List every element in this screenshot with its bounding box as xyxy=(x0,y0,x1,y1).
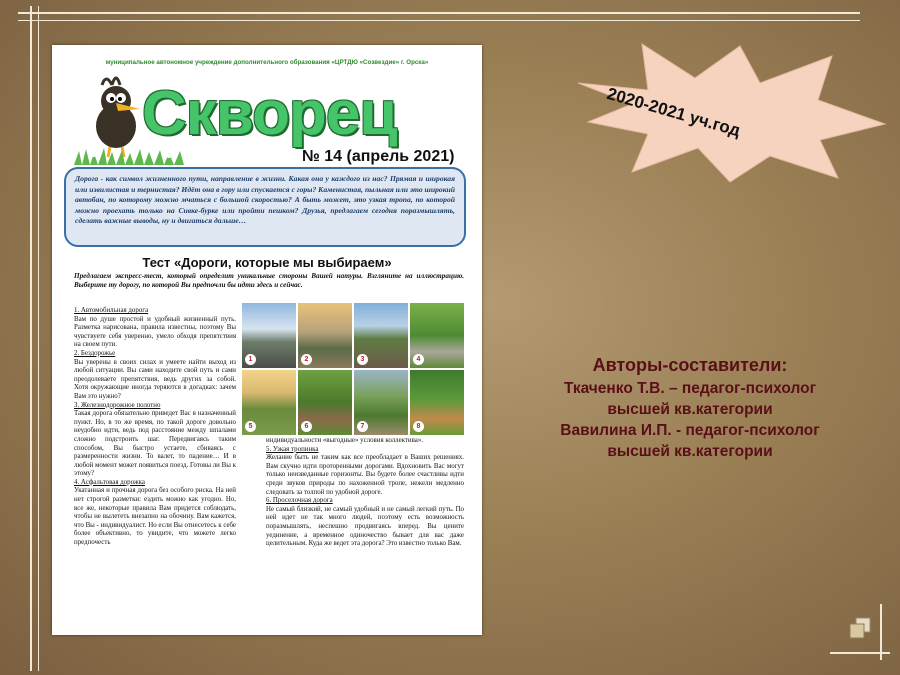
author-line: Ткаченко Т.В. – педагог-психолог xyxy=(563,380,817,397)
road-photo: 5 xyxy=(242,370,296,435)
road-photo: 3 xyxy=(354,303,408,368)
road-photo: 1 xyxy=(242,303,296,368)
author-line: высшей кв.категории xyxy=(607,443,773,460)
section-2: 2. Бездорожье Вы уверены в своих силах и умеете найти выход из любой ситуации. Вы сами находите свой путь и сами преодолеваете препятствия, ведь других за собой. Хотя окружающие иногда теряются в догадках: зачем Вам это нужно? xyxy=(74,349,236,400)
issue-number: № 14 (апрель 2021) xyxy=(302,148,455,165)
slide-nav-icon[interactable] xyxy=(848,617,872,639)
test-title: Тест «Дороги, которые мы выбираем» xyxy=(142,255,392,270)
org-line: муниципальное автономное учреждение дополнительного образования «ЦРТДЮ «Созвездие» г. Орска» xyxy=(105,59,429,66)
road-photo: 4 xyxy=(410,303,464,368)
authors-title: Авторы-составители: xyxy=(592,355,788,375)
author-line: высшей кв.категории xyxy=(607,401,773,418)
grass-decoration xyxy=(74,145,184,165)
road-photo: 7 xyxy=(354,370,408,435)
road-photo: 2 xyxy=(298,303,352,368)
test-intro: Предлагаем экспресс-тест, который определит уникальные стороны Вашей натуры. Взгляните на иллюстрацию. Выберите ту дорогу, по которой Вы предпочли бы идти здесь и сейчас. xyxy=(74,272,464,289)
author-line: Вавилина И.П. - педагог-психолог xyxy=(560,422,820,439)
frame-line-left-2 xyxy=(38,6,39,671)
section-5: 5. Узкая тропинка Желание быть не таким как все преобладает в Ваших решениях. Вам скучно идти проторенными дорогами. Вдохновить Вас могут только неизведанные горизонты. Вы будете более счастливы идти среди звуков природы по нахоженной тропе, нежели медленно следовать за толпой по удобной дороге. xyxy=(266,445,464,496)
right-column-top: индивидуальности «выгодные» условия коллектива». xyxy=(266,437,423,444)
frame-line-left xyxy=(30,6,32,671)
section-3: 3. Железнодорожное полотно Такая дорога обязательно приведет Вас в назначенный пункт. Но, в то же время, по такой дороге довольно неудобно идти, ведь под расстояние между шпалами сложно подстроить шаг. Передвигаясь таким способом, Вы быстро устаете, сбиваясь с размеренности жизни. То валет, то падение… И в любой момент может появиться поезд. Готовы ли Вы к этому? xyxy=(74,401,236,478)
frame-line-bottom xyxy=(830,652,890,654)
right-column xyxy=(266,437,464,549)
road-photo-grid xyxy=(242,303,464,435)
section-1: 1. Автомобильная дорога Вам по душе простой и удобный жизненный путь. Разметка нарисована, правила известны, поэтому Вы чувствуете себя уверенно, умело обходя препятствия на своем пути. xyxy=(74,307,236,349)
frame-line-top-2 xyxy=(18,20,860,21)
frame-line-top xyxy=(18,12,860,14)
authors-block xyxy=(505,352,875,462)
burst-shape xyxy=(578,44,885,182)
section-6: 6. Проселочная дорога Не самый близкий, не самый удобный и не самый легкий путь. По ней идет не так много людей, поэтому есть возможность поразмышлять, неспешно продвигаясь вперед. Вы цените уединение, а временное одиночество бывает для вас даже целительным. Куда же ведет эта дорога? Это известно только Вам. xyxy=(266,497,464,548)
left-column xyxy=(74,307,236,548)
road-photo: 6 xyxy=(298,370,352,435)
section-4: 4. Асфальтовая дорожка Укатанная и прочная дорога без особого риска. На ней нет строгой разметки: ездить можно как угодно. Но, все же, некоторые правила Вам придется соблюдать, чтобы не вылететь внезапно на обочину. Вам кажется, что Вы - индивидуалист. Но если Вы отнесетесь к себе более объективно, то увидите, что можете легко предпочесть xyxy=(74,478,236,547)
newsletter-page xyxy=(52,45,482,635)
school-year-label: 2020-2021 уч.год xyxy=(604,84,743,141)
newsletter-title: Скворец xyxy=(142,79,397,148)
intro-box: Дорога - как символ жизненного пути, направление в жизни. Какая она у каждого из нас? Прямая и широкая или извилистая и тернистая? Идёт она в гору или спускается с горы? Каменистая, пыльная или это широкий автобан, по которому можно мчаться с большой скоростью? А быть может, это узкая тропа, по которой можно проехать только на Сивке-бурке или пройти пешком? Друзья, предлагаем сегодня поразмышлять, сделать важные выводы, ну и двигаться дальше… xyxy=(64,167,466,247)
year-burst-badge xyxy=(570,38,890,183)
road-photo: 8 xyxy=(410,370,464,435)
